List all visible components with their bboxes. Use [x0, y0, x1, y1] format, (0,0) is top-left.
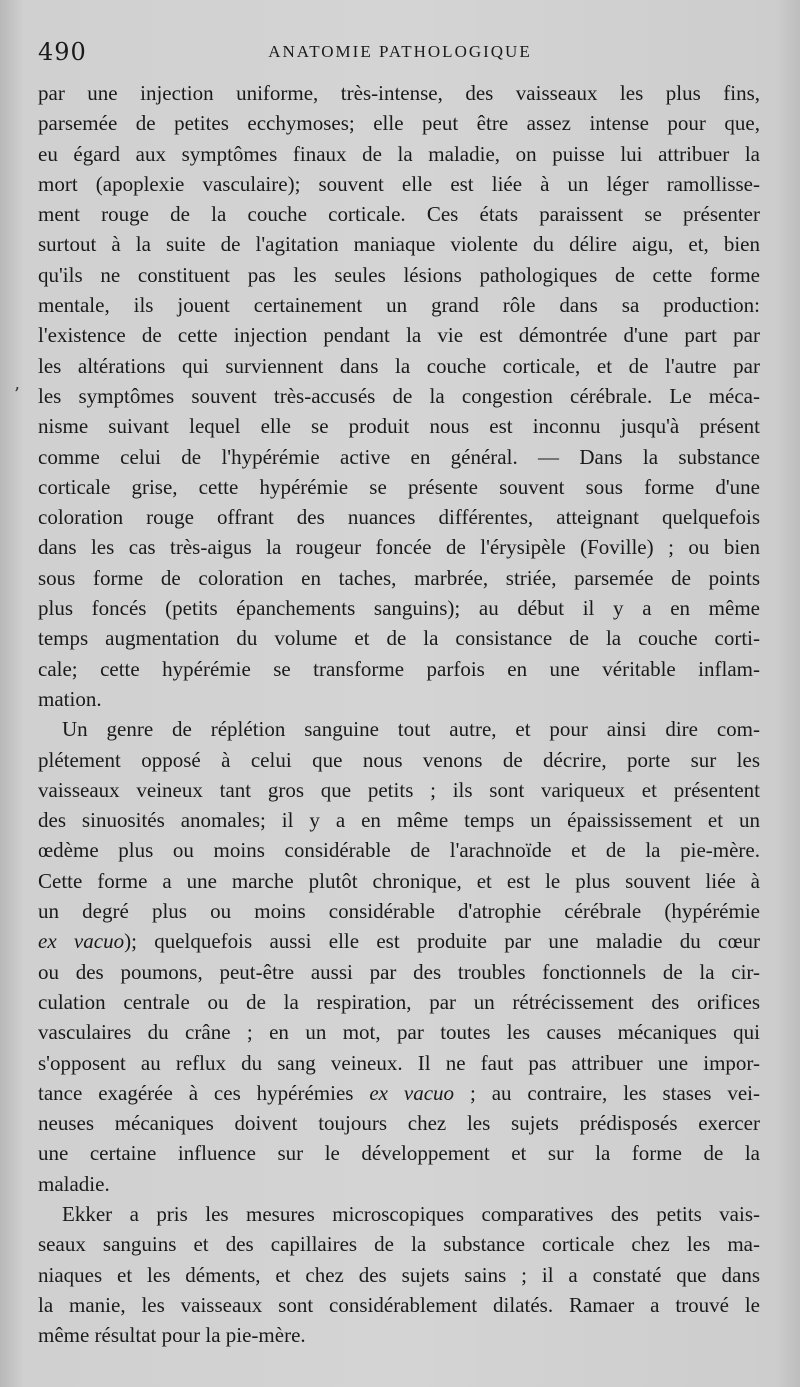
text-line: ou des poumons, peut-être aussi par des troubles fonctionnels de la cir-: [38, 959, 760, 984]
text-line: la manie, les vaisseaux sont considérablement dilatés. Ramaer a trouvé le: [38, 1292, 760, 1317]
text-line: nisme suivant lequel elle se produit nous est inconnu jusqu'à présent: [38, 414, 760, 439]
text-line: Ekker a pris les mesures microscopiques comparatives des petits vais-: [62, 1201, 760, 1226]
text-line: sous forme de coloration en taches, marbrée, striée, parsemée de points: [38, 565, 760, 590]
text-line: cale; cette hypérémie se transforme parfois en une véritable inflam-: [38, 656, 760, 681]
text-line: même résultat pour la pie-mère.: [38, 1323, 306, 1348]
text-line: surtout à la suite de l'agitation maniaque violente du délire aigu, et, bien: [38, 232, 760, 257]
text-line: tance exagérée à ces hypérémies ex vacuo ; au contraire, les stases vei-: [38, 1080, 760, 1105]
text-line: culation centrale ou de la respiration, par un rétrécissement des orifices: [38, 989, 760, 1014]
page-number: 490: [38, 38, 87, 66]
text-line: dans les cas très-aigus la rougeur foncée de l'érysipèle (Foville) ; ou bien: [38, 535, 760, 560]
text-line: plus foncés (petits épanchements sanguins); au début il y a en même: [38, 596, 760, 621]
text-line: œdème plus ou moins considérable de l'arachnoïde et de la pie-mère.: [38, 838, 760, 863]
text-line: vaisseaux veineux tant gros que petits ; ils sont variqueux et présentent: [38, 777, 760, 802]
text-line: les symptômes souvent très-accusés de la congestion cérébrale. Le méca-: [38, 383, 760, 408]
text-line: seaux sanguins et des capillaires de la substance corticale chez les ma-: [38, 1232, 760, 1257]
text-line: mation.: [38, 686, 102, 711]
text-line: parsemée de petites ecchymoses; elle peut être assez intense pour que,: [38, 111, 760, 136]
text-line: mort (apoplexie vasculaire); souvent elle est liée à un léger ramollisse-: [38, 171, 760, 196]
text-line: temps augmentation du volume et de la consistance de la couche corti-: [38, 626, 760, 651]
paragraph: [38, 1199, 760, 1350]
text-line: coloration rouge offrant des nuances différentes, atteignant quelquefois: [38, 505, 760, 530]
text-line: eu égard aux symptômes finaux de la maladie, on puisse lui attribuer la: [38, 141, 760, 166]
text-line: ment rouge de la couche corticale. Ces états paraissent se présenter: [38, 202, 760, 227]
text-line: l'existence de cette injection pendant la vie est démontrée d'une part par: [38, 323, 760, 348]
text-line: les altérations qui surviennent dans la couche corticale, et de l'autre par: [38, 353, 760, 378]
text-line: corticale grise, cette hypérémie se présente souvent sous forme d'une: [38, 474, 760, 499]
text-line: neuses mécaniques doivent toujours chez les sujets prédisposés exercer: [38, 1111, 760, 1136]
text-line: par une injection uniforme, très-intense, des vaisseaux les plus fins,: [38, 81, 760, 105]
running-title: ANATOMIE PATHOLOGIQUE: [268, 42, 532, 61]
text-line: un degré plus ou moins considérable d'atrophie cérébrale (hypérémie: [38, 899, 760, 924]
text-line: Un genre de réplétion sanguine tout autre, et pour ainsi dire com-: [62, 717, 760, 742]
text-line: vasculaires du crâne ; en un mot, par toutes les causes mécaniques qui: [38, 1020, 760, 1045]
page-header: [38, 38, 762, 68]
text-line: s'opposent au reflux du sang veineux. Il ne faut pas attribuer une impor-: [38, 1050, 760, 1075]
body-text: [38, 78, 760, 1350]
paragraph: [38, 714, 760, 1199]
text-line: maladie.: [38, 1171, 110, 1196]
text-line: Cette forme a une marche plutôt chronique, et est le plus souvent liée à: [38, 868, 760, 893]
text-line: qu'ils ne constituent pas les seules lésions pathologiques de cette forme: [38, 262, 760, 287]
text-line: des sinuosités anomales; il y a en même temps un épaississement et un: [38, 808, 760, 833]
text-line: mentale, ils jouent certainement un grand rôle dans sa production:: [38, 293, 760, 318]
text-line: comme celui de l'hypérémie active en général. — Dans la substance: [38, 444, 760, 469]
text-line: une certaine influence sur le développement et sur la forme de la: [38, 1141, 760, 1166]
margin-mark: ’: [14, 384, 20, 405]
text-line: plétement opposé à celui que nous venons de décrire, porte sur les: [38, 747, 760, 772]
paragraph: [38, 78, 760, 714]
text-line: niaques et les déments, et chez des sujets sains ; il a constaté que dans: [38, 1262, 760, 1287]
text-line: ex vacuo); quelquefois aussi elle est produite par une maladie du cœur: [38, 929, 760, 954]
